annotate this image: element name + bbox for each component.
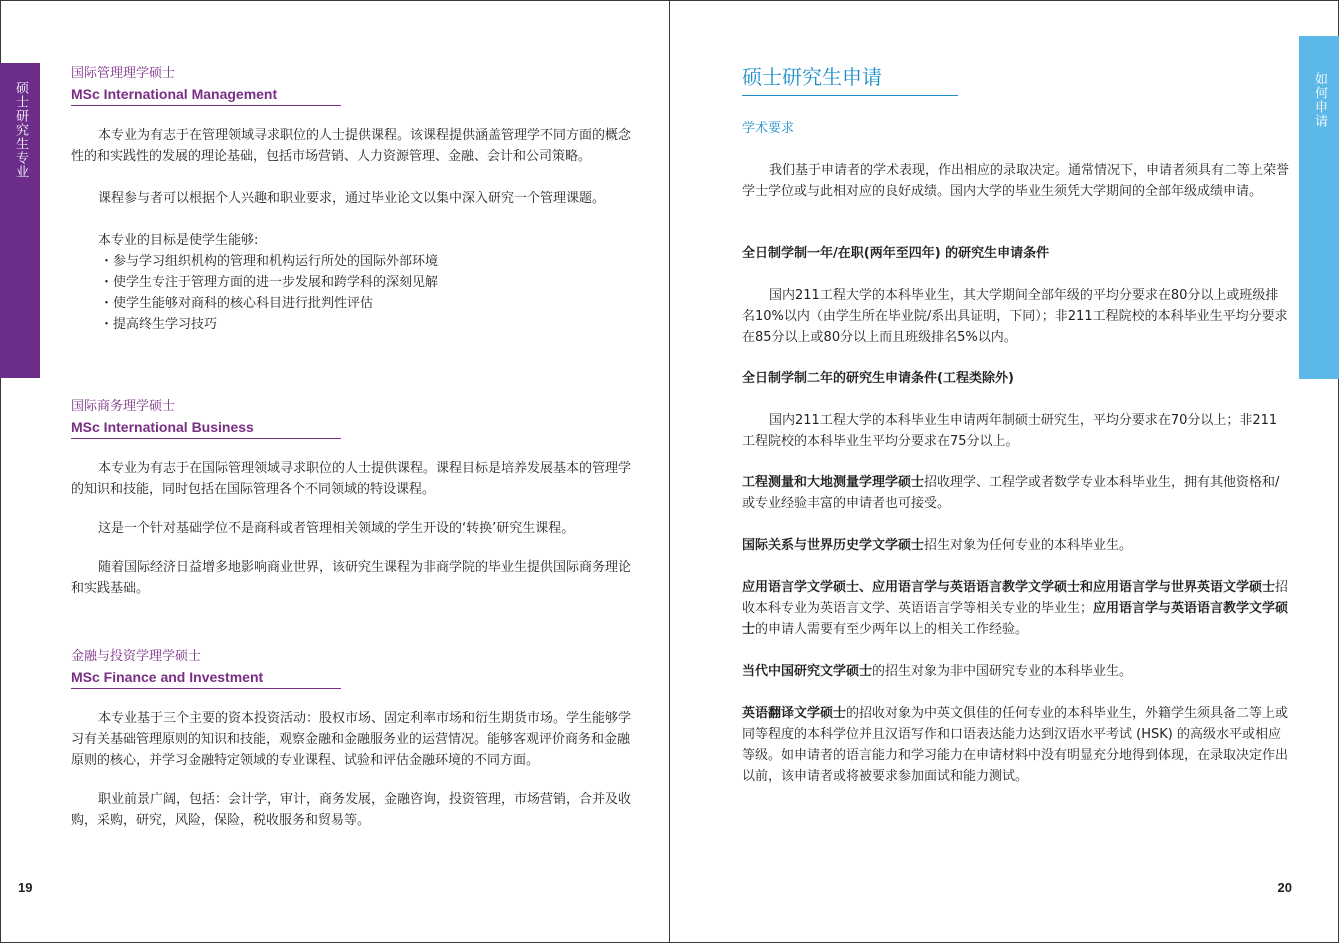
right-side-tab: [1299, 36, 1339, 379]
bullet-item: ・使学生专注于管理方面的进一步发展和跨学科的深刻见解: [100, 275, 439, 290]
section-title-en: MSc Finance and Investment: [71, 669, 264, 685]
program-text: 的招生对象为非中国研究专业的本科毕业生。: [872, 664, 1133, 679]
intro-paragraph: 我们基于申请者的学术表现，作出相应的录取决定。通常情况下，申请者须具有二等上荣誉学士学位或与此相对应的良好成绩。国内大学的毕业生须凭大学期间的全部年级成绩申请。: [742, 163, 1290, 199]
linguistics-paragraph: [742, 577, 1290, 640]
two-year-heading: 全日制学制二年的研究生申请条件(工程类除外): [742, 371, 1014, 386]
bullet-item: ・提高终生学习技巧: [100, 317, 218, 332]
program-name: 英语翻译文学硕士: [742, 706, 847, 721]
one-year-paragraph: 国内211工程大学的本科毕业生，其大学期间全部年级的平均分要求在80分以上或班级排名10%以内（由学生所在毕业院/系出具证明，下同）；非211工程院校的本科毕业生平均分要求在85分以上或80分以上而且班级排名5%以内。: [742, 288, 1288, 345]
program-name: 应用语言学与英语语言教学文学硕士: [742, 601, 1289, 637]
paragraph: 职业前景广阔，包括：会计学，审计，商务发展，金融咨询，投资管理，市场营销，合并及收购，采购，研究，风险，保险，税收服务和贸易等。: [71, 792, 632, 828]
program-name: 当代中国研究文学硕士: [742, 664, 873, 679]
paragraph: 这是一个针对基础学位不是商科或者管理相关领域的学生开设的‘转换’研究生课程。: [98, 521, 575, 536]
one-year-heading: 全日制学制一年/在职(两年至四年) 的研究生申请条件: [742, 246, 1050, 261]
program-text: 的申请人需要有至少两年以上的相关工作经验。: [755, 622, 1029, 637]
program-text: 招收理学、工程学或者数学专业本科毕业生，拥有其他资格和/或专业经验丰富的申请者也可接受。: [742, 475, 1280, 511]
section-title-en: MSc International Business: [71, 419, 254, 435]
two-year-paragraph: 国内211工程大学的本科毕业生申请两年制硕士研究生，平均分要求在70分以上；非211工程院校的本科毕业生平均分要求在75分以上。: [742, 413, 1278, 449]
paragraph: 本专业基于三个主要的资本投资活动：股权市场、固定利率市场和衍生期货市场。学生能够学习有关基础管理原则的知识和技能，观察金融和金融服务业的运营情况。能够客观评价商务和金融原则的核心，并学习金融特定领域的专业课程、试验和评估金融环境的不同方面。: [71, 711, 632, 768]
page-number: 20: [1277, 880, 1292, 895]
academic-requirements-heading: 学术要求: [742, 121, 795, 136]
section-title-cn: 国际管理理学硕士: [71, 66, 176, 81]
program-name: 应用语言学文学硕士、应用语言学与英语语言教学文学硕士和应用语言学与世界英语文学硕士: [742, 580, 1276, 595]
program-text: 的招收对象为中英文俱佳的任何专业的本科毕业生，外籍学生须具备二等上或同等程度的本科学位并且汉语写作和口语表达能力达到汉语水平考试 (HSK) 的高级水平或相应等级。如申请者的语言能力和学习能力在申请材料中没有明显充分地得到体现，在录取决定作出以前，该申请者或将被要求参加面试和能力测试。: [742, 706, 1289, 784]
goals-intro: 本专业的目标是使学生能够:: [98, 233, 259, 248]
bullet-item: ・使学生能够对商科的核心科目进行批判性评估: [100, 296, 374, 311]
section-international-management: [71, 64, 631, 335]
surveying-paragraph: [742, 472, 1290, 514]
program-name: 工程测量和大地测量学理学硕士: [742, 475, 925, 490]
paragraph: 本专业为有志于在管理领域寻求职位的人士提供课程。该课程提供涵盖管理学不同方面的概念性的和实践性的发展的理论基础，包括市场营销、人力资源管理、金融、会计和公司策略。: [71, 128, 632, 164]
paragraph: 本专业为有志于在国际管理领域寻求职位的人士提供课程。课程目标是培养发展基本的管理学的知识和技能，同时包括在国际管理各个不同领域的特设课程。: [71, 461, 632, 497]
international-relations-paragraph: [742, 535, 1290, 556]
page-title: 硕士研究生申请: [742, 65, 882, 89]
bullet-item: ・参与学习组织机构的管理和机构运行所处的国际外部环境: [100, 254, 439, 269]
left-side-tab-label: 硕士研究生专业: [13, 81, 28, 179]
section-finance-investment: [71, 647, 631, 831]
section-title-cn: 国际商务理学硕士: [71, 399, 176, 414]
translation-paragraph: [742, 703, 1290, 787]
program-text: 招生对象为任何专业的本科毕业生。: [924, 538, 1133, 553]
left-side-tab: [0, 63, 40, 378]
section-international-business: [71, 397, 631, 599]
title-rule: [742, 95, 958, 96]
right-side-tab-label: 如何申请: [1312, 72, 1327, 128]
program-name: 国际关系与世界历史学文学硕士: [742, 538, 925, 553]
china-studies-paragraph: [742, 661, 1290, 682]
section-title-en: MSc International Management: [71, 86, 278, 102]
page-number: 19: [18, 880, 33, 895]
program-text: 招收本科专业为英语言文学、英语语言学等相关专业的毕业生；: [742, 580, 1289, 616]
paragraph: 课程参与者可以根据个人兴趣和职业要求，通过毕业论文以集中深入研究一个管理课题。: [98, 191, 606, 206]
section-title-cn: 金融与投资学理学硕士: [71, 649, 202, 664]
paragraph: 随着国际经济日益增多地影响商业世界，该研究生课程为非商学院的毕业生提供国际商务理论和实践基础。: [71, 560, 632, 596]
